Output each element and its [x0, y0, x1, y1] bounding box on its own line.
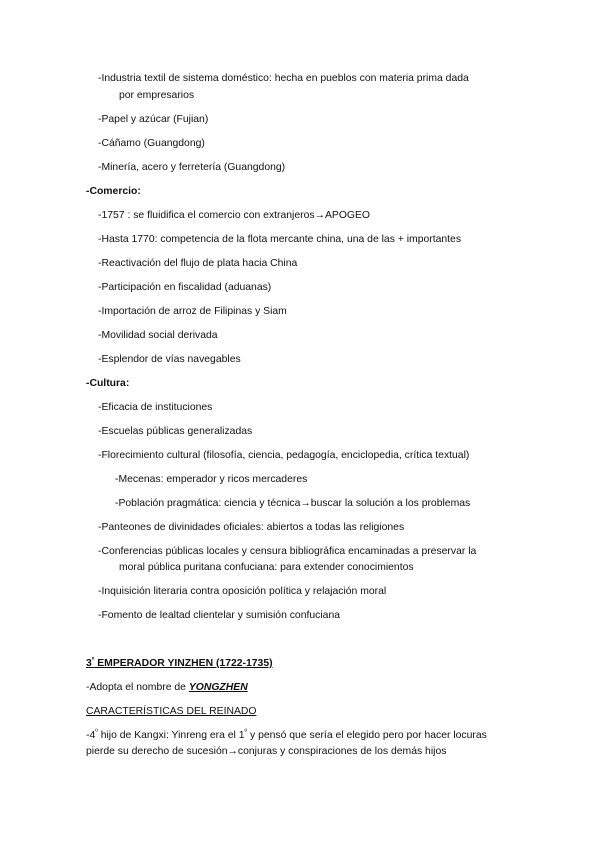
cultura-item-2: -Escuelas públicas generalizadas	[98, 426, 253, 437]
comercio-item-3: -Reactivación del flujo de plata hacia China	[98, 258, 298, 269]
cultura-item-5-line2: moral pública puritana confuciana: para extender conocimientos	[119, 562, 414, 573]
emperador-heading-num: 3	[86, 658, 92, 669]
emperador-heading-sup: º	[91, 657, 95, 664]
adopta-line	[86, 681, 248, 694]
yongzhen-name: YONGZHEN	[188, 682, 248, 693]
hijo-line1-post: y pensó que sería el elegido pero por hacer locuras	[247, 730, 487, 741]
textil-line2: por empresarios	[119, 90, 195, 101]
emperador-heading-text: EMPERADOR YINZHEN (1722-1735)	[94, 658, 273, 669]
comercio-item-6: -Movilidad social derivada	[98, 330, 218, 341]
arrow-right-icon: →	[227, 746, 238, 757]
hijo-line1-mid: hijo de Kangxi: Yinreng era el 1	[97, 730, 245, 741]
adopta-text: -Adopta el nombre de	[86, 682, 189, 693]
caracteristicas-heading: CARACTERÍSTICAS DEL REINADO	[86, 706, 257, 717]
cultura-item-7: -Fomento de lealtad clientelar y sumisión confuciana	[98, 610, 340, 621]
cultura-sub-2-text: -Población pragmática: ciencia y técnica	[115, 498, 301, 509]
comercio-item-5: -Importación de arroz de Filipinas y Siam	[98, 306, 287, 317]
hijo-line1-pre: -4	[86, 730, 96, 741]
comercio-item-1-text: -1757 : se fluidifica el comercio con extranjeros	[98, 210, 315, 221]
cultura-heading: -Cultura:	[86, 378, 130, 389]
textil-line1: -Industria textil de sistema doméstico: hecha en pueblos con materia prima dada	[98, 73, 469, 84]
emperador-heading	[86, 657, 273, 670]
cultura-sub-1: -Mecenas: emperador y ricos mercaderes	[115, 474, 308, 485]
hijo-line2	[86, 745, 446, 758]
cultura-item-1: -Eficacia de instituciones	[98, 402, 213, 413]
cultura-sub-2-post: buscar la solución a los problemas	[310, 498, 471, 509]
hijo-sup1: º	[95, 729, 98, 736]
papel-item: -Papel y azúcar (Fujian)	[98, 114, 209, 125]
comercio-item-4: -Participación en fiscalidad (aduanas)	[98, 282, 272, 293]
comercio-heading: -Comercio:	[86, 186, 141, 197]
cultura-item-5-line1: -Conferencias públicas locales y censura bibliográfica encaminadas a preservar la	[98, 546, 477, 557]
comercio-item-7: -Esplendor de vías navegables	[98, 354, 241, 365]
hijo-sup2: º	[244, 729, 248, 736]
cultura-item-6: -Inquisición literaria contra oposición política y relajación moral	[98, 586, 387, 597]
arrow-right-icon: →	[300, 498, 311, 509]
comercio-item-1	[98, 209, 370, 222]
comercio-item-1-apogeo: APOGEO	[324, 210, 371, 221]
hijo-line2-post: conjuras y conspiraciones de los demás hijos	[237, 746, 447, 757]
hijo-line1	[86, 729, 487, 742]
arrow-right-icon: →	[314, 210, 325, 221]
cultura-item-3: -Florecimiento cultural (filosofía, ciencia, pedagogía, enciclopedia, crítica textual)	[98, 450, 470, 461]
mineria-item: -Minería, acero y ferretería (Guangdong)	[98, 162, 286, 173]
cultura-item-4: -Panteones de divinidades oficiales: abiertos a todas las religiones	[98, 522, 405, 533]
canamo-item: -Cáñamo (Guangdong)	[98, 138, 205, 149]
hijo-line2-pre: pierde su derecho de sucesión	[86, 746, 228, 757]
cultura-sub-2	[115, 497, 470, 510]
comercio-item-2: -Hasta 1770: competencia de la flota mercante china, una de las + importantes	[98, 234, 462, 245]
